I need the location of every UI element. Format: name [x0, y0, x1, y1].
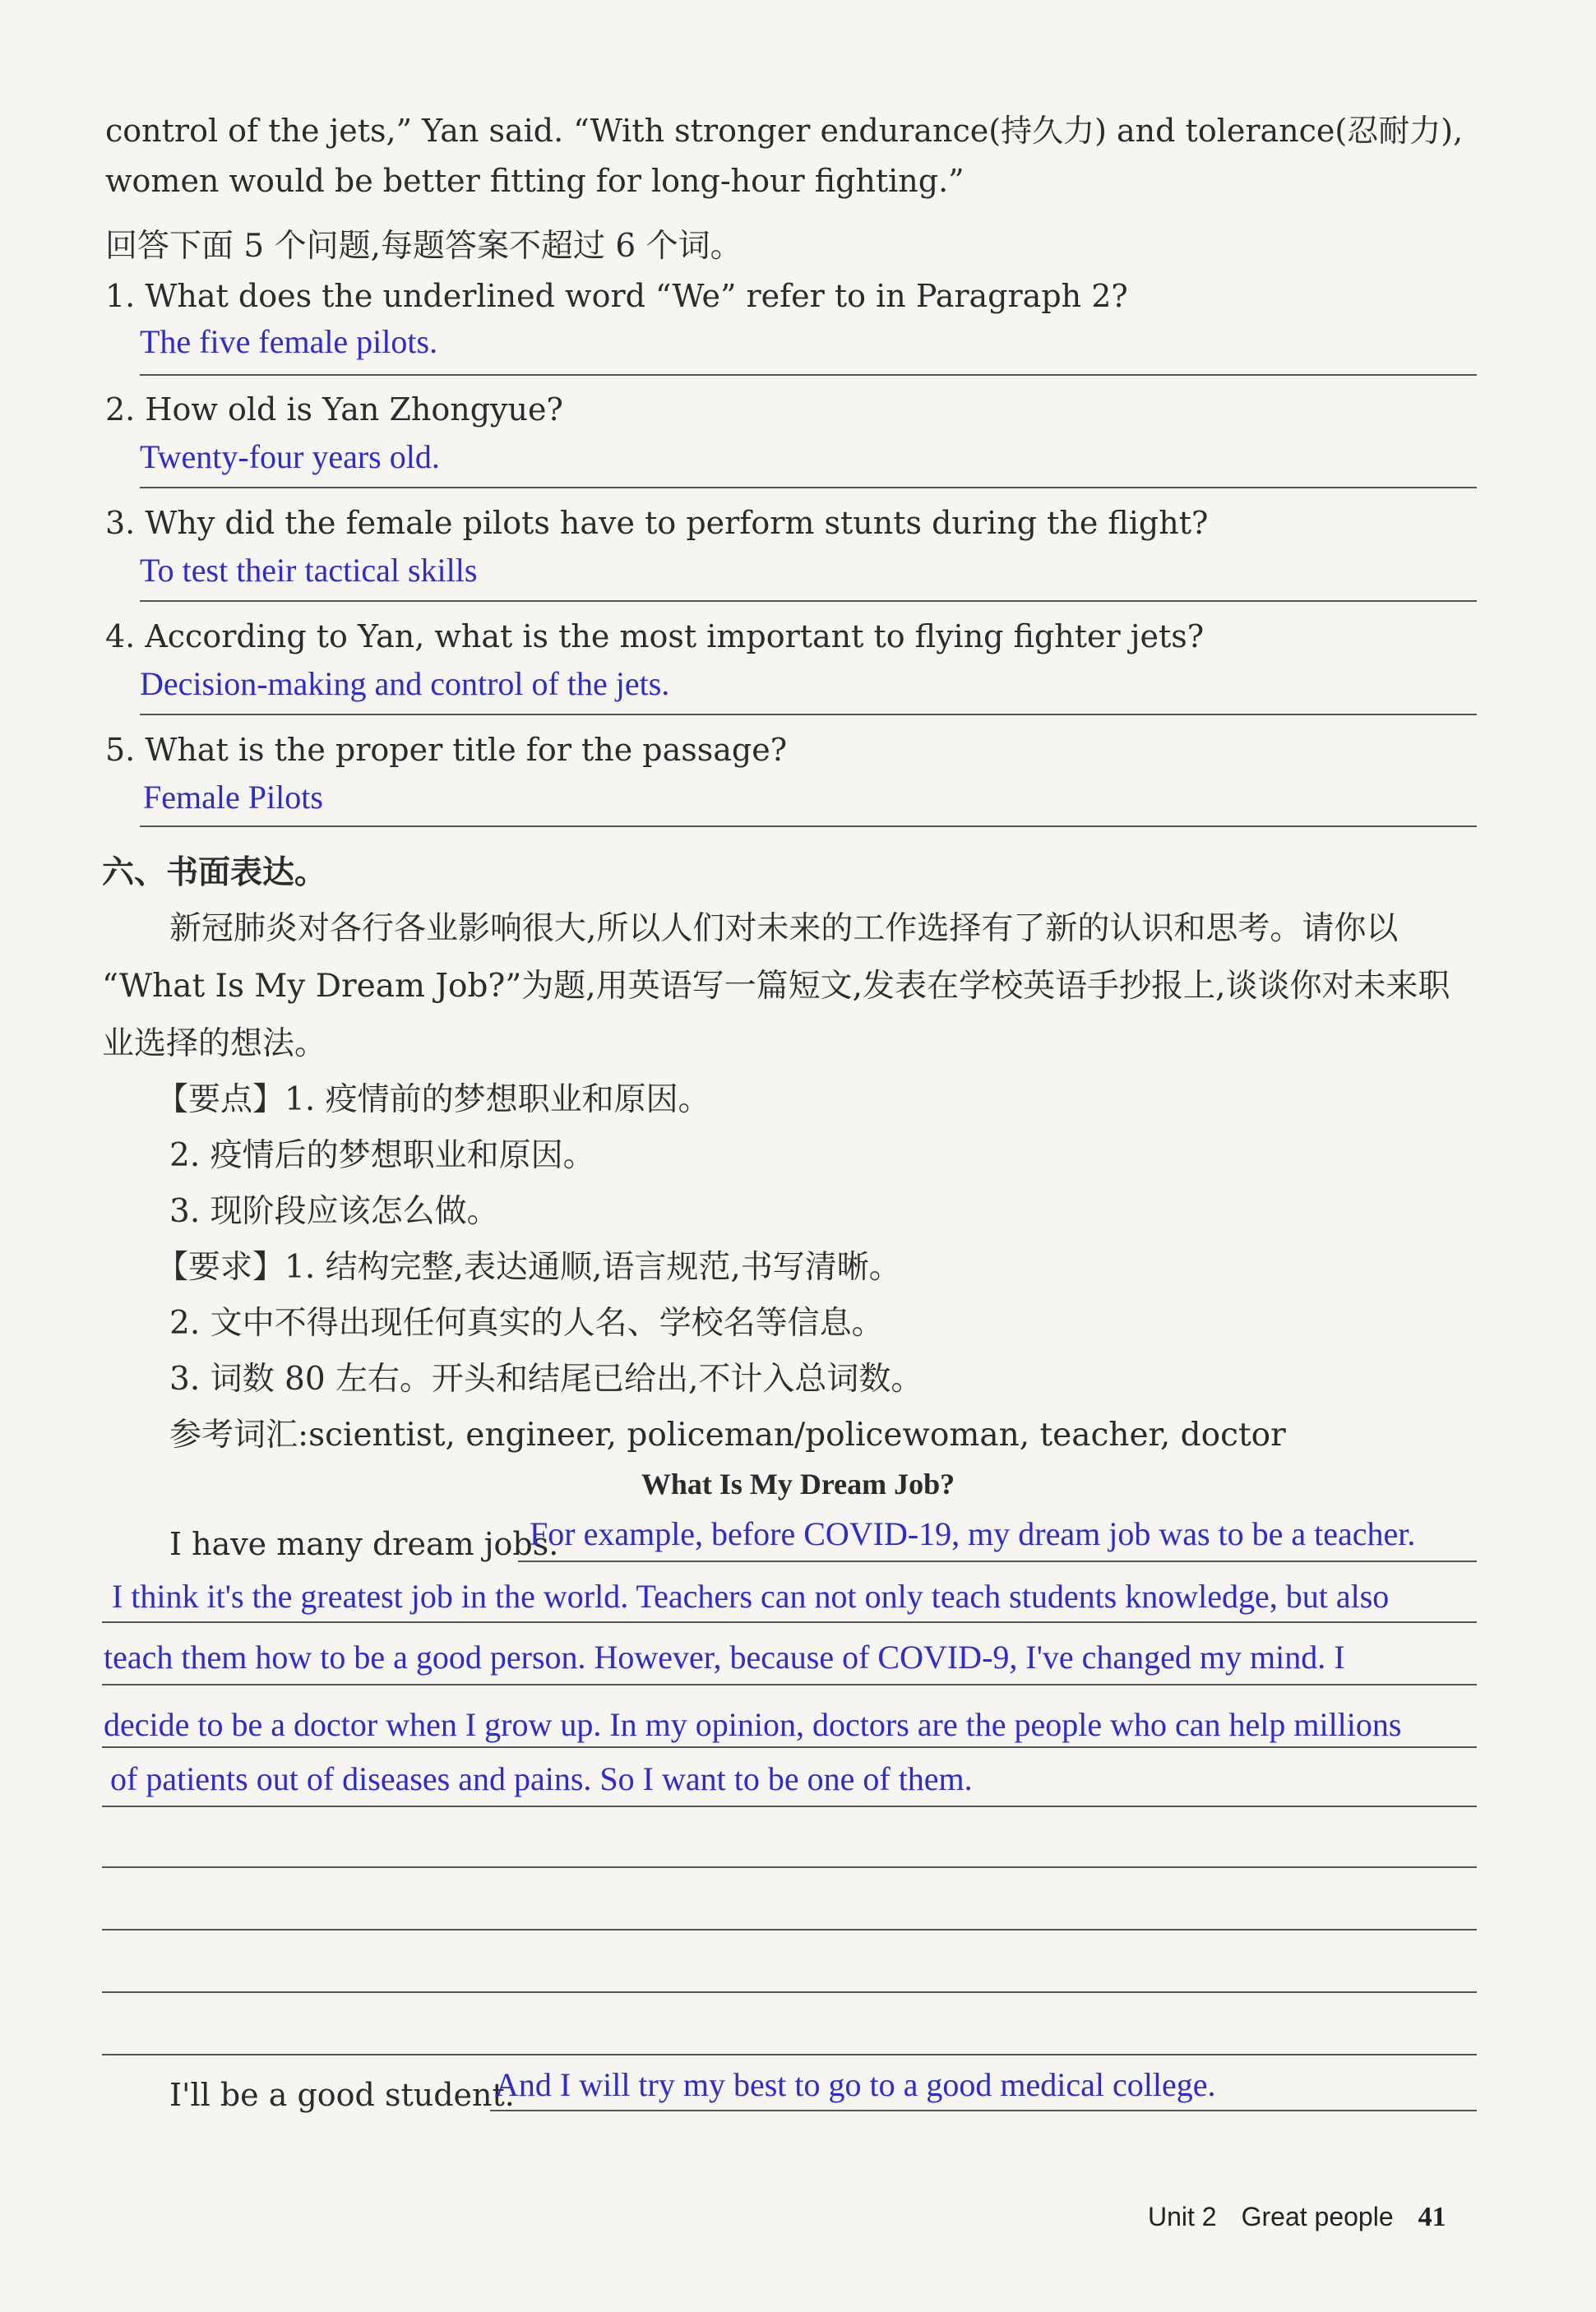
answer-line [140, 374, 1477, 376]
prompt-line-3: 业选择的想法。 [102, 1025, 327, 1062]
requirement-3: 3. 词数 80 左右。开头和结尾已给出,不计入总词数。 [169, 1361, 923, 1398]
answer-line [140, 600, 1477, 602]
question-1: 1. What does the underlined word “We” refer to in Paragraph 2? [105, 278, 1128, 314]
writing-line [102, 1929, 1477, 1931]
question-4: 4. According to Yan, what is the most important to flying fighter jets? [105, 618, 1205, 654]
writing-line [102, 2054, 1477, 2055]
answer-line [140, 487, 1477, 488]
key-point-2: 2. 疫情后的梦想职业和原因。 [169, 1137, 595, 1174]
passage-line-1: control of the jets,” Yan said. “With stronger endurance(持久力) and tolerance(忍耐力), [105, 113, 1464, 149]
answer-1: The five female pilots. [140, 323, 438, 360]
essay-answer-line-1: For example, before COVID-19, my dream job was to be a teacher. [530, 1515, 1416, 1552]
essay-title: What Is My Dream Job? [641, 1468, 955, 1500]
passage-line-2: women would be better fitting for long-hour fighting.” [105, 163, 965, 199]
prompt-line-1: 新冠肺炎对各行各业影响很大,所以人们对未来的工作选择有了新的认识和思考。请你以 [169, 910, 1399, 947]
essay-answer-line-5: of patients out of diseases and pains. So I want to be one of them. [110, 1760, 973, 1797]
writing-line [102, 1684, 1477, 1685]
page-number: 41 [1418, 2202, 1446, 2232]
answer-3: To test their tactical skills [140, 552, 478, 589]
question-3: 3. Why did the female pilots have to perform stunts during the flight? [105, 505, 1209, 541]
footer-topic: Great people [1241, 2202, 1394, 2231]
question-2: 2. How old is Yan Zhongyue? [105, 391, 563, 428]
requirement-2: 2. 文中不得出现任何真实的人名、学校名等信息。 [169, 1305, 884, 1342]
essay-answer-line-2: I think it's the greatest job in the world. Teachers can not only teach students knowledge, but also [112, 1578, 1390, 1615]
answer-line [140, 714, 1477, 715]
writing-line [102, 1746, 1477, 1748]
writing-line [102, 1806, 1477, 1807]
footer-unit: Unit 2 [1148, 2202, 1217, 2231]
writing-line [102, 1866, 1477, 1868]
writing-line [102, 1991, 1477, 1993]
page-footer [1148, 2202, 1446, 2233]
writing-line [490, 2110, 1477, 2111]
essay-closing-answer: And I will try my best to go to a good medical college. [495, 2066, 1216, 2103]
key-point-1: 【要点】1. 疫情前的梦想职业和原因。 [156, 1081, 710, 1118]
writing-line [518, 1561, 1477, 1562]
writing-line [102, 1621, 1477, 1623]
key-point-3: 3. 现阶段应该怎么做。 [169, 1193, 499, 1230]
essay-answer-line-4: decide to be a doctor when I grow up. In my opinion, doctors are the people who can help millions [104, 1706, 1402, 1743]
requirement-1: 【要求】1. 结构完整,表达通顺,语言规范,书写清晰。 [156, 1249, 901, 1286]
question-5: 5. What is the proper title for the passage? [105, 732, 788, 768]
answer-4: Decision-making and control of the jets. [140, 665, 670, 702]
answer-line [140, 825, 1477, 827]
essay-answer-line-3: teach them how to be a good person. However, because of COVID-9, I've changed my mind. I [104, 1639, 1345, 1676]
answer-2: Twenty-four years old. [140, 438, 440, 475]
question-instruction: 回答下面 5 个问题,每题答案不超过 6 个词。 [105, 228, 742, 265]
prompt-line-2: “What Is My Dream Job?”为题,用英语写一篇短文,发表在学校英语手抄报上,谈谈你对未来职 [102, 968, 1450, 1005]
section-heading: 六、书面表达。 [102, 853, 327, 891]
essay-opening: I have many dream jobs. [169, 1526, 559, 1562]
reference-vocab: 参考词汇:scientist, engineer, policeman/policewoman, teacher, doctor [169, 1417, 1286, 1454]
answer-5: Female Pilots [143, 779, 323, 816]
essay-closing: I'll be a good student. [169, 2077, 515, 2113]
